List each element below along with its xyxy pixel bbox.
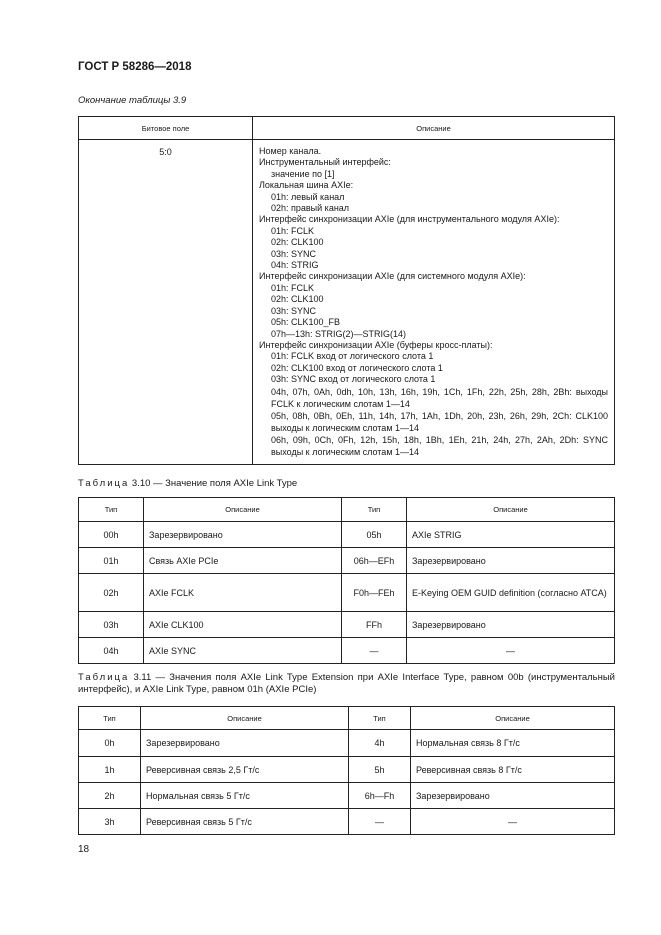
description-line: значение по [1] bbox=[271, 168, 335, 179]
column-header: Тип bbox=[79, 707, 141, 730]
type-cell: 5h bbox=[349, 757, 411, 783]
type-cell: 0h bbox=[79, 730, 141, 757]
type-cell: 3h bbox=[79, 809, 141, 835]
description-cell: AXIe STRIG bbox=[407, 522, 615, 548]
table-3-10-caption bbox=[78, 478, 297, 489]
column-header: Описание bbox=[407, 498, 615, 522]
table-3-11-caption-prefix: Таблица bbox=[78, 672, 130, 683]
description-line: 02h: правый канал bbox=[271, 203, 350, 214]
description-cell: Зарезервировано bbox=[411, 783, 615, 809]
type-cell: 01h bbox=[79, 548, 144, 574]
description-cell: AXIe FCLK bbox=[144, 574, 342, 612]
description-line: 02h: CLK100 bbox=[271, 237, 324, 248]
column-header: Тип bbox=[79, 498, 144, 522]
type-cell: FFh bbox=[342, 612, 407, 638]
table-3-9-header-field: Битовое поле bbox=[79, 117, 253, 140]
description-line: 02h: CLK100 вход от логического слота 1 bbox=[271, 362, 443, 373]
table-row bbox=[79, 612, 615, 638]
description-line: 04h, 07h, 0Ah, 0dh, 10h, 13h, 16h, 19h, 1Ch, 1Fh, 22h, 25h, 28h, 2Bh: выходы FCLK к логическим слотам 1—14 bbox=[271, 386, 608, 409]
type-cell: F0h—FEh bbox=[342, 574, 407, 612]
description-line: Интерфейс синхронизации AXIe (для инструментального модуля AXIe): bbox=[259, 214, 560, 225]
description-line: 01h: FCLK bbox=[271, 282, 315, 293]
description-cell: Зарезервировано bbox=[407, 548, 615, 574]
column-header: Описание bbox=[144, 498, 342, 522]
type-cell: 1h bbox=[79, 757, 141, 783]
type-cell: — bbox=[342, 638, 407, 664]
column-header: Тип bbox=[349, 707, 411, 730]
description-line: 04h: STRIG bbox=[271, 260, 319, 271]
table-row bbox=[79, 638, 615, 664]
description-cell: Нормальная связь 8 Гт/с bbox=[411, 730, 615, 757]
table-row bbox=[79, 730, 615, 757]
type-cell: 04h bbox=[79, 638, 144, 664]
description-line: Локальная шина AXIe: bbox=[259, 180, 354, 191]
description-cell: Зарезервировано bbox=[144, 522, 342, 548]
column-header: Описание bbox=[411, 707, 615, 730]
description-cell: E-Keying OEM GUID definition (согласно ATCA) bbox=[407, 574, 615, 612]
description-line: 03h: SYNC вход от логического слота 1 bbox=[271, 374, 436, 385]
description-line: 03h: SYNC bbox=[271, 248, 317, 259]
type-cell: 03h bbox=[79, 612, 144, 638]
table-row bbox=[79, 522, 615, 548]
description-line: 05h, 08h, 0Bh, 0Eh, 11h, 14h, 17h, 1Ah, 1Dh, 20h, 23h, 26h, 29h, 2Ch: CLK100 выходы к логическим слотам 1—14 bbox=[271, 410, 608, 433]
type-cell: 6h—Fh bbox=[349, 783, 411, 809]
type-cell: 02h bbox=[79, 574, 144, 612]
description-cell: Реверсивная связь 5 Гт/с bbox=[141, 809, 349, 835]
table-3-11-caption-text: 3.11 — Значения поля AXIe Link Type Extension при AXIe Interface Type, равном 00b (инструментальный интерфейс), и AXIe Link Type, равном 01h (AXIe PCIe) bbox=[78, 672, 615, 695]
description-line: 01h: FCLK вход от логического слота 1 bbox=[271, 351, 434, 362]
table-row bbox=[79, 574, 615, 612]
description-line: 05h: CLK100_FB bbox=[271, 317, 341, 328]
description-cell: Зарезервировано bbox=[407, 612, 615, 638]
type-cell: 4h bbox=[349, 730, 411, 757]
description-cell: Нормальная связь 5 Гт/с bbox=[141, 783, 349, 809]
description-line: Интерфейс синхронизации AXIe (буферы кросс-платы): bbox=[259, 339, 493, 350]
table-3-10-caption-prefix: Таблица bbox=[78, 478, 130, 489]
column-header: Тип bbox=[342, 498, 407, 522]
description-cell: Реверсивная связь 2,5 Гт/с bbox=[141, 757, 349, 783]
type-cell: 2h bbox=[79, 783, 141, 809]
description-line: 01h: левый канал bbox=[271, 191, 345, 202]
table-3-9-description bbox=[253, 140, 615, 465]
description-cell: — bbox=[407, 638, 615, 664]
description-cell: Связь AXIe PCIe bbox=[144, 548, 342, 574]
table-3-9 bbox=[78, 116, 615, 465]
description-line: 02h: CLK100 bbox=[271, 294, 324, 305]
description-line: 07h—13h: STRIG(2)—STRIG(14) bbox=[271, 328, 407, 339]
table-3-9-header-description: Описание bbox=[253, 117, 615, 140]
table-3-9-caption: Окончание таблицы 3.9 bbox=[78, 95, 187, 106]
table-3-11 bbox=[78, 706, 615, 835]
description-line: Интерфейс синхронизации AXIe (для системного модуля AXIe): bbox=[259, 271, 526, 282]
description-line: Номер канала. bbox=[259, 146, 322, 156]
table-row bbox=[79, 783, 615, 809]
description-line: 03h: SYNC bbox=[271, 305, 317, 316]
page-number: 18 bbox=[78, 844, 90, 855]
table-3-10 bbox=[78, 497, 615, 664]
description-line: Инструментальный интерфейс: bbox=[259, 157, 391, 168]
document-header: ГОСТ Р 58286—2018 bbox=[78, 61, 192, 73]
column-header: Описание bbox=[141, 707, 349, 730]
type-cell: 06h—EFh bbox=[342, 548, 407, 574]
description-cell: AXIe CLK100 bbox=[144, 612, 342, 638]
table-row bbox=[79, 809, 615, 835]
description-line: 06h, 09h, 0Ch, 0Fh, 12h, 15h, 18h, 1Bh, 1Eh, 21h, 24h, 27h, 2Ah, 2Dh: SYNC выходы к логическим слотам 1—14 bbox=[271, 434, 608, 457]
description-cell: Зарезервировано bbox=[141, 730, 349, 757]
description-cell: — bbox=[411, 809, 615, 835]
type-cell: 00h bbox=[79, 522, 144, 548]
table-3-11-caption bbox=[78, 672, 615, 696]
description-line: 01h: FCLK bbox=[271, 225, 315, 236]
description-cell: Реверсивная связь 8 Гт/с bbox=[411, 757, 615, 783]
table-row bbox=[79, 757, 615, 783]
table-3-9-field-value: 5:0 bbox=[79, 140, 253, 465]
table-3-10-caption-text: 3.10 — Значение поля AXIe Link Type bbox=[131, 478, 298, 489]
table-row bbox=[79, 548, 615, 574]
type-cell: — bbox=[349, 809, 411, 835]
description-cell: AXIe SYNC bbox=[144, 638, 342, 664]
type-cell: 05h bbox=[342, 522, 407, 548]
